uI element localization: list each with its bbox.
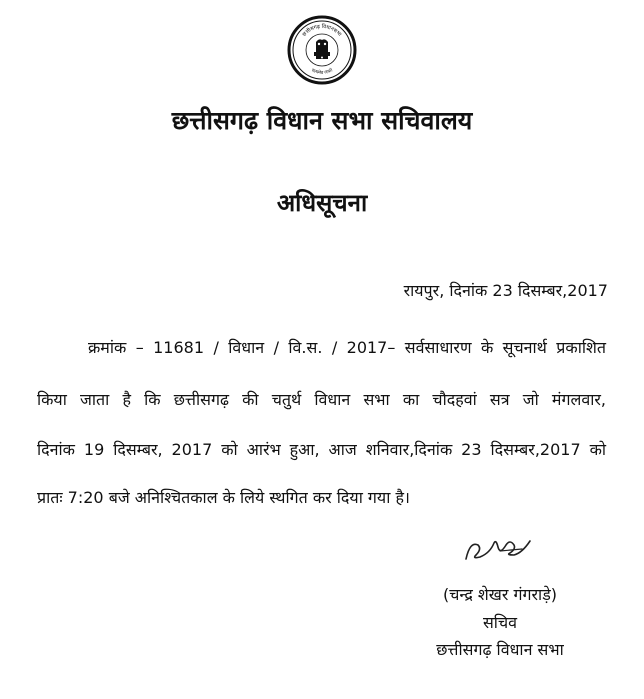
seal-motto: सत्यमेव जयते: [310, 68, 334, 77]
signatory-office: छत्तीसगढ़ विधान सभा: [436, 640, 564, 659]
seal-text: छत्तीसगढ़ विधानसभा: [301, 23, 343, 38]
svg-text:सत्यमेव जयते: [310, 66, 334, 76]
notification-title: अधिसूचना: [276, 189, 368, 217]
national-emblem-seal-icon: [286, 14, 358, 86]
signatory-name: (चन्द्र शेखर गंगराड़े): [442, 585, 558, 604]
body-line-3: दिनांक 19 दिसम्बर, 2017 को आरंभ हुआ, आज शनिवार,दिनांक 23 दिसम्बर,2017 को: [37, 440, 606, 459]
handwritten-signature-icon: [460, 533, 540, 565]
body-line-4: प्रातः 7:20 बजे अनिश्चितकाल के लिये स्थगित कर दिया गया है।: [37, 488, 410, 507]
body-line-1: क्रमांक – 11681 / विधान / वि.स. / 2017– सर्वसाधारण के सूचनार्थ प्रकाशित: [88, 338, 606, 357]
body-line-2: किया जाता है कि छत्तीसगढ़ की चतुर्थ विधान सभा का चौदहवां सत्र जो मंगलवार,: [37, 390, 606, 409]
place-date-line: रायपुर, दिनांक 23 दिसम्बर,2017: [403, 281, 608, 300]
office-title: छत्तीसगढ़ विधान सभा सचिवालय: [171, 106, 473, 135]
signatory-designation: सचिव: [482, 613, 518, 632]
